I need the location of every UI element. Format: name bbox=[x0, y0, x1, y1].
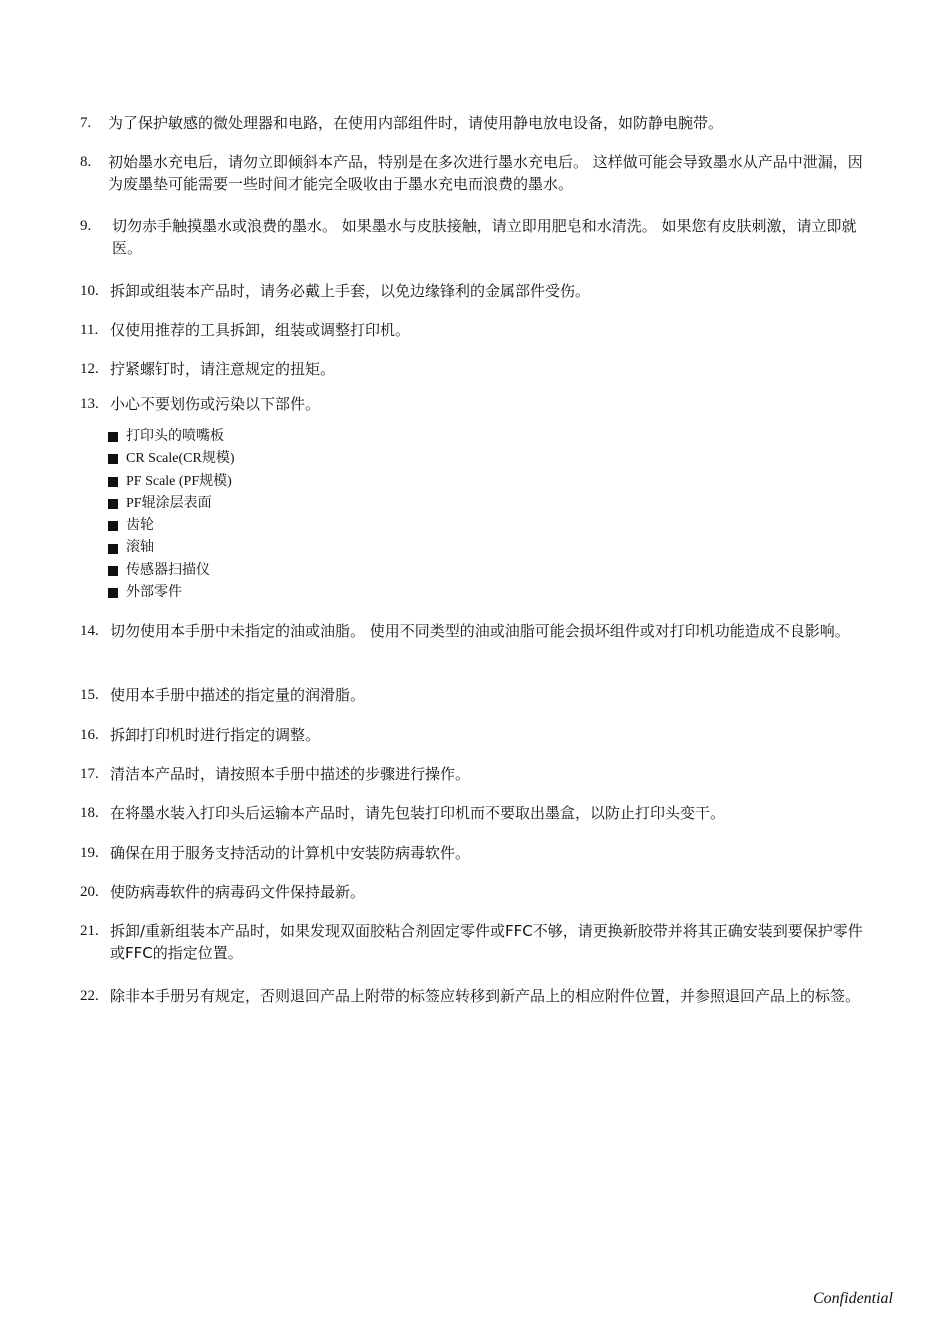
part-label: 打印头的喷嘴板 bbox=[126, 429, 224, 444]
item-text: 清洁本产品时，请按照本手册中描述的步骤进行操作。 bbox=[110, 765, 471, 783]
square-bullet-icon bbox=[108, 499, 118, 509]
item-number: 15. bbox=[80, 687, 99, 703]
square-bullet-icon bbox=[108, 544, 118, 554]
list-item-13 bbox=[80, 393, 870, 415]
item-text: 使用本手册中描述的指定量的润滑脂。 bbox=[110, 686, 366, 704]
part-label: PF辊涂层表面 bbox=[126, 495, 212, 511]
parts-list-item bbox=[108, 448, 408, 470]
list-item-11 bbox=[80, 319, 870, 341]
list-item-8 bbox=[80, 151, 870, 195]
list-item-19 bbox=[80, 842, 870, 864]
item-text: 拧紧螺钉时，请注意规定的扭矩。 bbox=[110, 360, 336, 378]
list-item-14 bbox=[80, 620, 870, 642]
item-number: 9. bbox=[80, 218, 92, 234]
parts-list-item bbox=[108, 582, 408, 604]
item-text: 拆卸或组装本产品时，请务必戴上手套，以免边缘锋利的金属部件受伤。 bbox=[110, 282, 591, 300]
list-item-12 bbox=[80, 358, 870, 380]
item-text: 确保在用于服务支持活动的计算机中安装防病毒软件。 bbox=[110, 844, 471, 862]
parts-list-item bbox=[108, 515, 408, 537]
parts-list-item bbox=[108, 426, 408, 448]
list-item-21 bbox=[80, 920, 870, 964]
list-item-7 bbox=[80, 112, 870, 134]
item-number: 22. bbox=[80, 988, 99, 1004]
part-label: 齿轮 bbox=[126, 518, 154, 534]
square-bullet-icon bbox=[108, 521, 118, 531]
item-number: 20. bbox=[80, 884, 99, 900]
item-text: 初始墨水充电后，请勿立即倾斜本产品，特别是在多次进行墨水充电后。 这样做可能会导致墨水从产品中泄漏，因为废墨垫可能需要一些时间才能完全吸收由于墨水充电而浪费的墨水。 bbox=[108, 153, 863, 193]
part-label: PF Scale (PF规模) bbox=[126, 473, 232, 489]
item-number: 18. bbox=[80, 805, 99, 821]
item-text: 使防病毒软件的病毒码文件保持最新。 bbox=[110, 883, 366, 901]
list-item-10 bbox=[80, 280, 870, 302]
list-item-9 bbox=[80, 215, 870, 259]
item-number: 17. bbox=[80, 766, 99, 782]
list-item-22 bbox=[80, 985, 870, 1007]
part-label: CR Scale(CR规模) bbox=[126, 451, 235, 467]
item-text: 在将墨水装入打印头后运输本产品时，请先包装打印机而不要取出墨盒，以防止打印头变干。 bbox=[110, 804, 726, 822]
confidential-footer: Confidential bbox=[813, 1290, 893, 1307]
item-number: 21. bbox=[80, 923, 99, 939]
list-item-18 bbox=[80, 802, 870, 824]
list-item-20 bbox=[80, 881, 870, 903]
part-label: 滚轴 bbox=[126, 540, 154, 556]
parts-list-item bbox=[108, 560, 408, 582]
item-text: 除非本手册另有规定，否则退回产品上附带的标签应转移到新产品上的相应附件位置，并参照退回产品上的标签。 bbox=[110, 987, 861, 1005]
item-text: 切勿使用本手册中未指定的油或油脂。 使用不同类型的油或油脂可能会损坏组件或对打印机功能造成不良影响。 bbox=[110, 622, 850, 640]
item-number: 16. bbox=[80, 727, 99, 743]
square-bullet-icon bbox=[108, 454, 118, 464]
item-text: 仅使用推荐的工具拆卸，组装或调整打印机。 bbox=[110, 321, 411, 339]
part-label: 传感器扫描仪 bbox=[126, 562, 210, 578]
item-number: 10. bbox=[80, 283, 99, 299]
list-item-15 bbox=[80, 684, 870, 706]
square-bullet-icon bbox=[108, 432, 118, 442]
item-number: 7. bbox=[80, 115, 92, 131]
item-number: 12. bbox=[80, 361, 99, 377]
part-label: 外部零件 bbox=[126, 585, 182, 601]
item-number: 8. bbox=[80, 154, 92, 170]
square-bullet-icon bbox=[108, 588, 118, 598]
item-number: 13. bbox=[80, 396, 99, 412]
list-item-17 bbox=[80, 763, 870, 785]
item-text: 拆卸/重新组装本产品时，如果发现双面胶粘合剂固定零件或FFC不够，请更换新胶带并将其正确安装到要保护零件或FFC的指定位置。 bbox=[110, 922, 863, 962]
item-number: 14. bbox=[80, 623, 99, 639]
square-bullet-icon bbox=[108, 566, 118, 576]
item-text: 切勿赤手触摸墨水或浪费的墨水。 如果墨水与皮肤接触，请立即用肥皂和水清洗。 如果您有皮肤刺激，请立即就医。 bbox=[112, 217, 857, 257]
square-bullet-icon bbox=[108, 477, 118, 487]
parts-list-item bbox=[108, 493, 408, 515]
item-text: 为了保护敏感的微处理器和电路，在使用内部组件时，请使用静电放电设备，如防静电腕带。 bbox=[108, 114, 724, 132]
list-item-16 bbox=[80, 724, 870, 746]
parts-list-item bbox=[108, 471, 408, 493]
item-number: 11. bbox=[80, 322, 99, 338]
parts-list-item bbox=[108, 537, 408, 559]
parts-list bbox=[108, 426, 408, 604]
item-text: 小心不要划伤或污染以下部件。 bbox=[110, 395, 321, 413]
item-text: 拆卸打印机时进行指定的调整。 bbox=[110, 726, 321, 744]
item-number: 19. bbox=[80, 845, 99, 861]
